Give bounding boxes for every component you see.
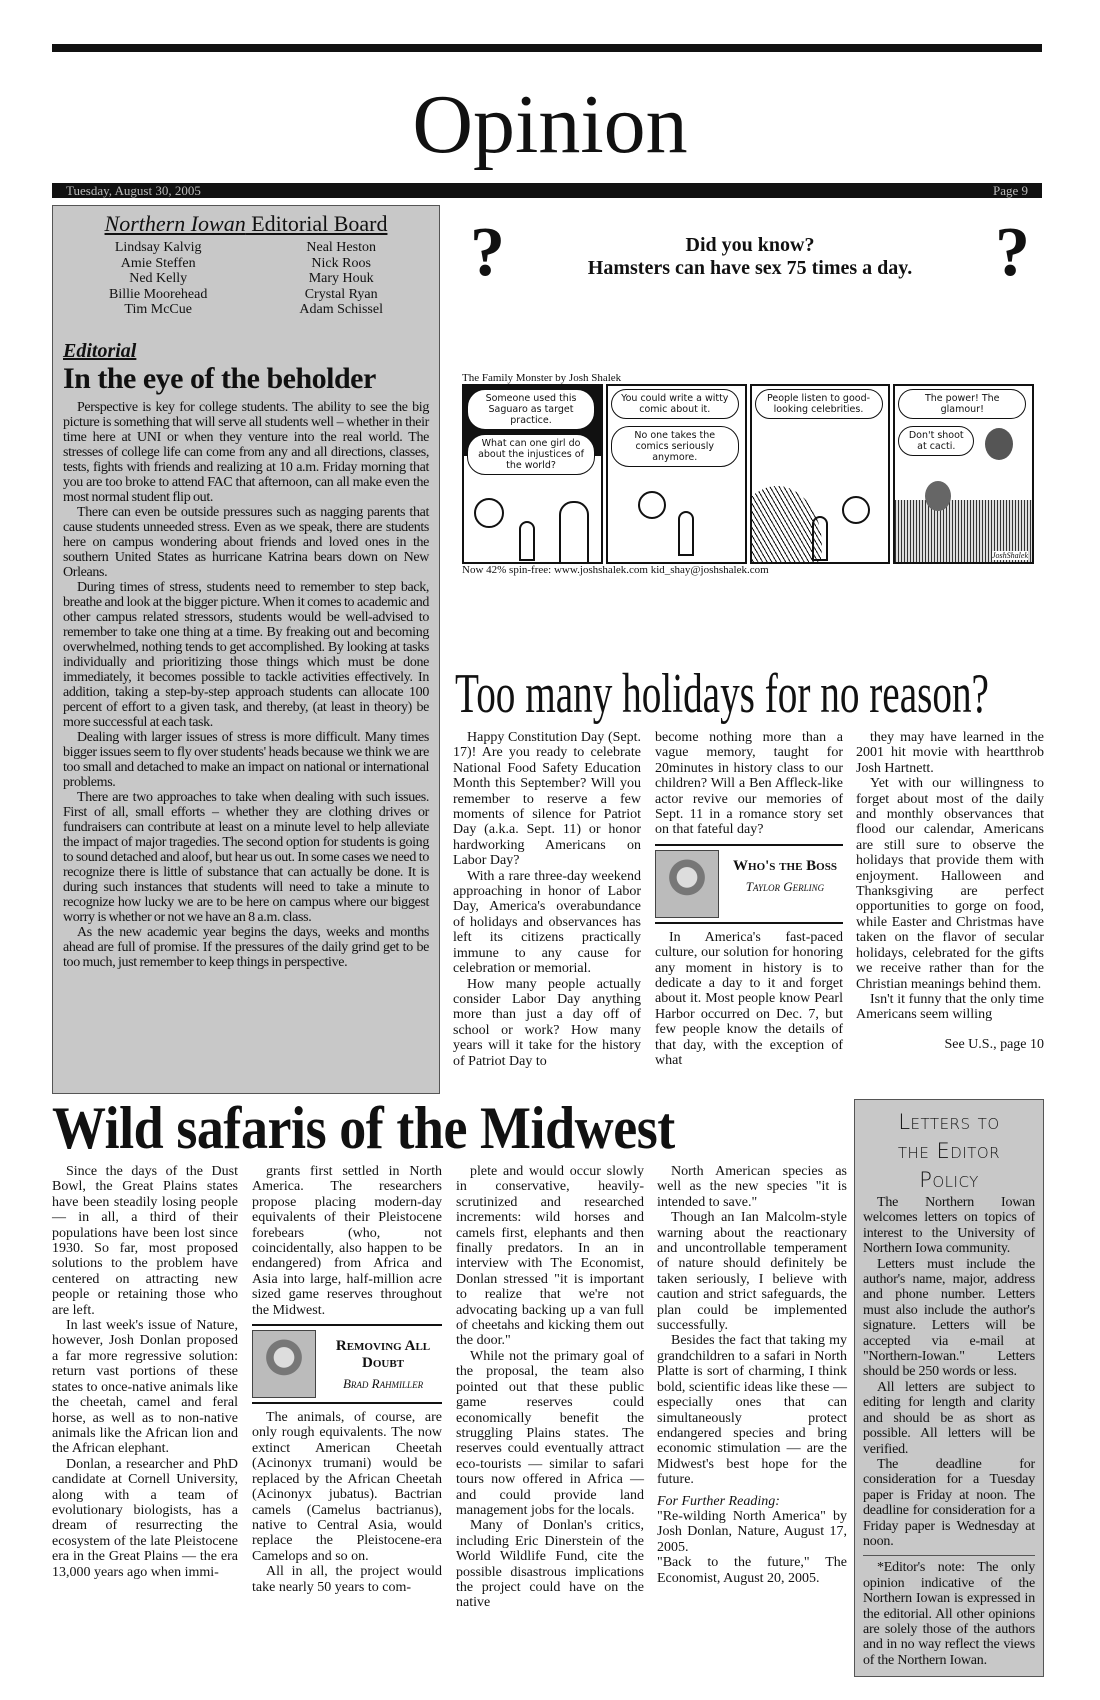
comic-panel-3	[750, 384, 891, 564]
paragraph: During times of stress, students need to remember to step back, breathe and look at the bigger picture. When it comes to academic and other campus related stressors, students would be well-advised to remember to take one thing at a time. By freaking out and becoming overwhelmed, nothing tends to get accomplished. By looking at tasks individually and prioritizing those things which must be done immediately, it becomes possible to tackle activities effectively. In addition, taking a step-by-step approach students can allocate 100 percent of effort to a given task, and thereby, (at least in theory) be more successful at each task.	[63, 579, 429, 730]
section-title: Opinion	[412, 78, 688, 171]
holidays-column-2	[655, 730, 843, 1069]
list-line: Mary Houk	[308, 271, 374, 286]
speech-bubble: The power! The glamour!	[898, 389, 1026, 419]
monster-head-icon	[842, 496, 870, 524]
paragraph: Yet with our willingness to forget about most of the daily and monthly observances that flood our calendar, Americans are still sure to observe the holidays that provide them with enjoyment. Halloween and Thanksgiving are perfect opportunities to gorge on food, while Easter and Christmas have taken on the flavor of secular holidays, celebrated for the gifts we receive rather than for the Christian meanings behind them.	[856, 776, 1044, 992]
speech-bubble: Don't shoot at cacti.	[898, 426, 974, 456]
editors-note	[863, 1555, 1035, 1668]
paragraph: Dealing with larger issues of stress is more difficult. Many times bigger issues seem to fly over students' heads because we think we are too small and detached to make an impact on national or international problems.	[63, 729, 429, 790]
list-line: Nick Roos	[311, 255, 371, 271]
author-name: Brad Rahmiller	[342, 1376, 424, 1392]
editorial-box	[52, 205, 440, 1094]
paragraph: grants first settled in North America. The researchers propose placing modern-day equivalents of their Pleistocene forebears (who, not coincidentally, also happen to be endangered) from Africa and Asia into large, half-million acre sized game reserves throughout the Midwest.	[252, 1164, 442, 1318]
paragraph: As the new academic year begins the days, weeks and months ahead are full of promise. If the pressures of the daily grind get to be too much, just remember to keep things in perspective.	[63, 924, 429, 970]
paragraph: Isn't it funny that the only time Americans seem willing	[856, 991, 1044, 1023]
board-label: Editorial Board	[245, 211, 388, 236]
paragraph: All letters are subject to editing for length and clarity and should be as short as possible. All letters will be verified.	[863, 1379, 1035, 1457]
page-number: Page 9	[992, 183, 1028, 198]
safaris-column-4	[657, 1164, 847, 1586]
safaris-column-2-bottom	[252, 1410, 442, 1595]
holidays-column-3	[856, 730, 1044, 1053]
paragraph: In last week's issue of Nature, however, Josh Donlan proposed a far more regressive solution: return vast portions of these states to once-native animals like the cheetah, camel and feral horse, as well as to non-native animals like the African lion and the African elephant.	[52, 1318, 238, 1457]
paragraph: become nothing more than a vague memory, taught for 20minutes in history class to our children? Will a Ben Affleck-like actor revive our memories of Sept. 11 in a romance story set on that fateful day?	[655, 730, 843, 838]
list-line: Billie Moorehead	[109, 286, 208, 302]
holidays-headline: Too many holidays for no reason?	[455, 663, 989, 725]
paragraph: The deadline for consideration for a Tuesday paper is Friday at noon. The deadline for consideration for a Friday paper is Wednesday at noon.	[863, 1456, 1035, 1549]
list-line: Tim McCue	[124, 302, 192, 317]
letters-policy-title	[863, 1108, 1035, 1195]
comic-panel-4	[893, 384, 1034, 564]
list-line: Crystal Ryan	[304, 286, 378, 302]
column-byline	[655, 844, 843, 924]
paragraph: North American species as well as the new species "it is intended to save."	[657, 1164, 847, 1210]
comic-panel-1	[462, 384, 603, 564]
did-you-know-heading: Did you know?	[685, 234, 815, 256]
paragraph: The animals, of course, are only rough equivalents. The now extinct American Cheetah (Acinonyx trumani) would be replaced by the African Cheetah (Acinonyx jubatus). Bactrian camels (Camelus bactrianus), native to Central Asia, would replace the Pleistocene-era Camelops and so on.	[252, 1410, 442, 1564]
paragraph: *Editor's note: The only opinion indicative of the Northern Iowan is expressed in the editorial. All other opinions are solely those of the authors and in no way reflect the views of the Northern Iowan.	[863, 1560, 1035, 1668]
column-byline	[252, 1324, 442, 1404]
paragraph: In America's fast-paced culture, our solution for honoring any moment in history is to dedicate a day to it and forget about it. Most people know Pearl Harbor occurred on Dec. 7, but few people know the details of that day, with the exception of what	[655, 929, 843, 1069]
comic-title: The Family Monster by Josh Shalek	[462, 372, 622, 384]
paragraph: Since the days of the Dust Bowl, the Great Plains states have been steadily losing people — in all, a third of their populations have been lost since 1930. So far, most proposed solutions to the problem have centered on attracting new people or retaining those who are left.	[52, 1164, 238, 1318]
paragraph: There can even be outside pressures such as nagging parents that cause students unneeded stress. Even as we speak, there are students here on campus wondering about friends and loved ones in the southern United States as hurricane Katrina bears down on New Orleans.	[63, 504, 429, 580]
paragraph: "Re-wilding North America" by Josh Donlan, Nature, August 17, 2005.	[657, 1508, 847, 1555]
list-line: Adam Schissel	[299, 302, 383, 317]
holidays-column-1	[453, 730, 641, 1069]
author-photo	[252, 1330, 316, 1398]
paragraph: Donlan, a researcher and PhD candidate at Cornell University, along with a team of evolutionary biologists, has a dream of resurrecting the ecosystem of the late Pleistocene era in the Great Plains — the era 13,000 years ago when immi-	[52, 1456, 238, 1580]
speech-bubble: People listen to good-looking celebrities.	[755, 389, 883, 419]
paragraph: With a rare three-day weekend approaching in honor of Labor Day, America's overabundance of holidays and observances has left its citizens practically immune to any cause for celebration or memorial.	[453, 868, 641, 977]
paragraph: they may have learned in the 2001 hit movie with heartthrob Josh Hartnett.	[856, 730, 1044, 776]
paragraph: "Back to the future," The Economist, August 20, 2005.	[657, 1555, 847, 1586]
comic-strip	[462, 372, 1034, 582]
paragraph: The Northern Iowan welcomes letters on topics of interest to the University of Northern Iowa community.	[863, 1195, 1035, 1257]
artist-signature: JoshShalek	[992, 551, 1028, 560]
cactus-icon	[559, 501, 589, 564]
paragraph: All in all, the project would take nearly 50 years to com-	[252, 1564, 442, 1595]
column-name: Removing All Doubt	[335, 1338, 431, 1372]
further-reading-list	[657, 1509, 847, 1586]
letters-policy-body	[863, 1195, 1035, 1549]
list-line: Ned Kelly	[129, 271, 188, 286]
paragraph: Happy Constitution Day (Sept. 17)! Are you ready to celebrate National Food Safety Education Month this September? Will you remember to reserve a few moments of silence for Patriot Day (a.k.a. Sept. 11) or honor hardworking Americans on Labor Day?	[453, 730, 641, 869]
safaris-column-3	[456, 1164, 644, 1611]
publication-name: Northern Iowan	[104, 211, 246, 236]
speech-bubble: Someone used this Saguaro as target practice.	[467, 389, 595, 430]
paragraph: plete and would occur slowly in conservative, heavily-scrutinized and researched increments: wild horses and camels first, elephants and then finally predators. In an in interview with The Economist, Donlan stressed "it is important to realize that we're not advocating backing up a van full of cheetahs and kicking them out the door."	[456, 1164, 644, 1349]
paragraph: Perspective is key for college students. The ability to see the big picture is something that will serve all students well – whether in their time here at UNI or when they venture into the real world. The stresses of college life can come from any and all directions, classes, tests, fights with friends and realizing at 10 a.m. Friday morning that you are too broke to attend FAC that afternoon, can all make even the most normal student flip out.	[63, 399, 429, 505]
speech-bubble: No one takes the comics seriously anymore.	[611, 426, 739, 467]
celebrity-photo-head	[985, 428, 1013, 460]
editorial-headline: In the eye of the beholder	[63, 361, 376, 395]
speech-bubble: What can one girl do about the injustices of the world?	[467, 434, 595, 475]
safaris-column-2	[252, 1164, 442, 1595]
board-names-right	[299, 240, 383, 318]
monster-head-icon	[638, 491, 666, 519]
girl-icon	[812, 516, 828, 561]
safaris-column-2-top	[252, 1164, 442, 1318]
list-line: the Editor	[897, 1139, 1001, 1163]
paragraph: There are two approaches to take when dealing with such issues. First of all, small efforts – whether they are clothing drives or fundraisers can contribute at least on a minute level to help alleviate the impact of major tragedies. The second option for students is going to sound detached and aloof, but hear us out. In some cases we need to recognize there is little of substance that can actually be done. It is during such instances that students will need to take a minute to recognize how lucky we are to be here on campus where our biggest worry is whether or not we have an 8 a.m. class.	[63, 789, 429, 925]
editorial-body	[63, 400, 429, 970]
top-rule	[52, 44, 1042, 52]
speech-bubble: You could write a witty comic about it.	[611, 389, 739, 419]
safaris-column-4-text	[657, 1164, 847, 1488]
column-name: Who's the Boss	[733, 857, 837, 874]
author-photo	[655, 850, 719, 918]
list-line: Lindsay Kalvig	[114, 240, 202, 255]
question-mark-icon: ?	[995, 214, 1030, 291]
holidays-column-2-bottom	[655, 930, 843, 1069]
editorial-board-title	[63, 212, 429, 236]
did-you-know-fact: Hamsters can have sex 75 times a day.	[587, 257, 913, 279]
paragraph: Besides the fact that taking my grandchildren to a safari in North Platte is sort of charming, I think bold, scientific ideas like these — especially ones that can simultaneously protect endangered species and bring economic stimulation — are the Midwest's best hope for the future.	[657, 1333, 847, 1488]
date-bar	[52, 183, 1042, 198]
question-mark-icon: ?	[470, 214, 505, 291]
paragraph: Many of Donlan's critics, including Eric Dinerstein of the World Wildlife Fund, cite the possible disastrous implications the project could have on the native	[456, 1518, 644, 1611]
issue-date: Tuesday, August 30, 2005	[66, 183, 201, 198]
monster-head-icon	[474, 498, 504, 528]
further-reading-label: For Further Reading:	[657, 1493, 780, 1509]
paragraph: Letters must include the author's name, major, address and phone number. Letters must also include the author's signature. Letters will be accepted via e-mail at "Northern-Iowan." Letters should be 250 words or less.	[863, 1256, 1035, 1380]
safaris-column-1	[52, 1164, 238, 1580]
girl-icon	[678, 511, 694, 556]
paragraph: While not the primary goal of the proposal, the team also pointed out that these public game reserves could economically benefit the struggling Plains states. The reserves could eventually attract eco-tourists — similar to safari tours now offered in Africa — and could provide land management jobs for the locals.	[456, 1348, 644, 1518]
comic-footer: Now 42% spin-free: www.joshshalek.com kid_shay@joshshalek.com	[462, 564, 769, 576]
girl-icon	[519, 521, 535, 561]
editorial-board-names	[63, 240, 429, 318]
paragraph: Though an Ian Malcolm-style warning about the reactionary and uncontrollable temperament of nature should definitely be taken seriously, I believe with caution and strict safeguards, the plan could be implemented successfully.	[657, 1210, 847, 1334]
jump-line: See U.S., page 10	[944, 1036, 1044, 1052]
holidays-column-2-top	[655, 730, 843, 838]
comic-panel-2	[606, 384, 747, 564]
editorial-label: Editorial	[63, 339, 137, 362]
holidays-column-3-text	[856, 730, 1044, 1023]
author-name: Taylor Gerling	[745, 878, 825, 894]
board-names-left	[109, 240, 207, 318]
list-line: Letters to	[898, 1110, 1000, 1134]
list-line: Amie Steffen	[120, 255, 196, 271]
safaris-headline: Wild safaris of the Midwest	[52, 1095, 675, 1161]
list-line: Policy	[919, 1168, 979, 1192]
did-you-know	[470, 214, 1030, 298]
letters-policy-box	[854, 1099, 1044, 1677]
list-line: Neal Heston	[306, 240, 376, 255]
paragraph: How many people actually consider Labor Day anything more than just a day off of school or work? How many years will it take for the history of Patriot Day to	[453, 976, 641, 1069]
hill-shading	[750, 486, 822, 564]
